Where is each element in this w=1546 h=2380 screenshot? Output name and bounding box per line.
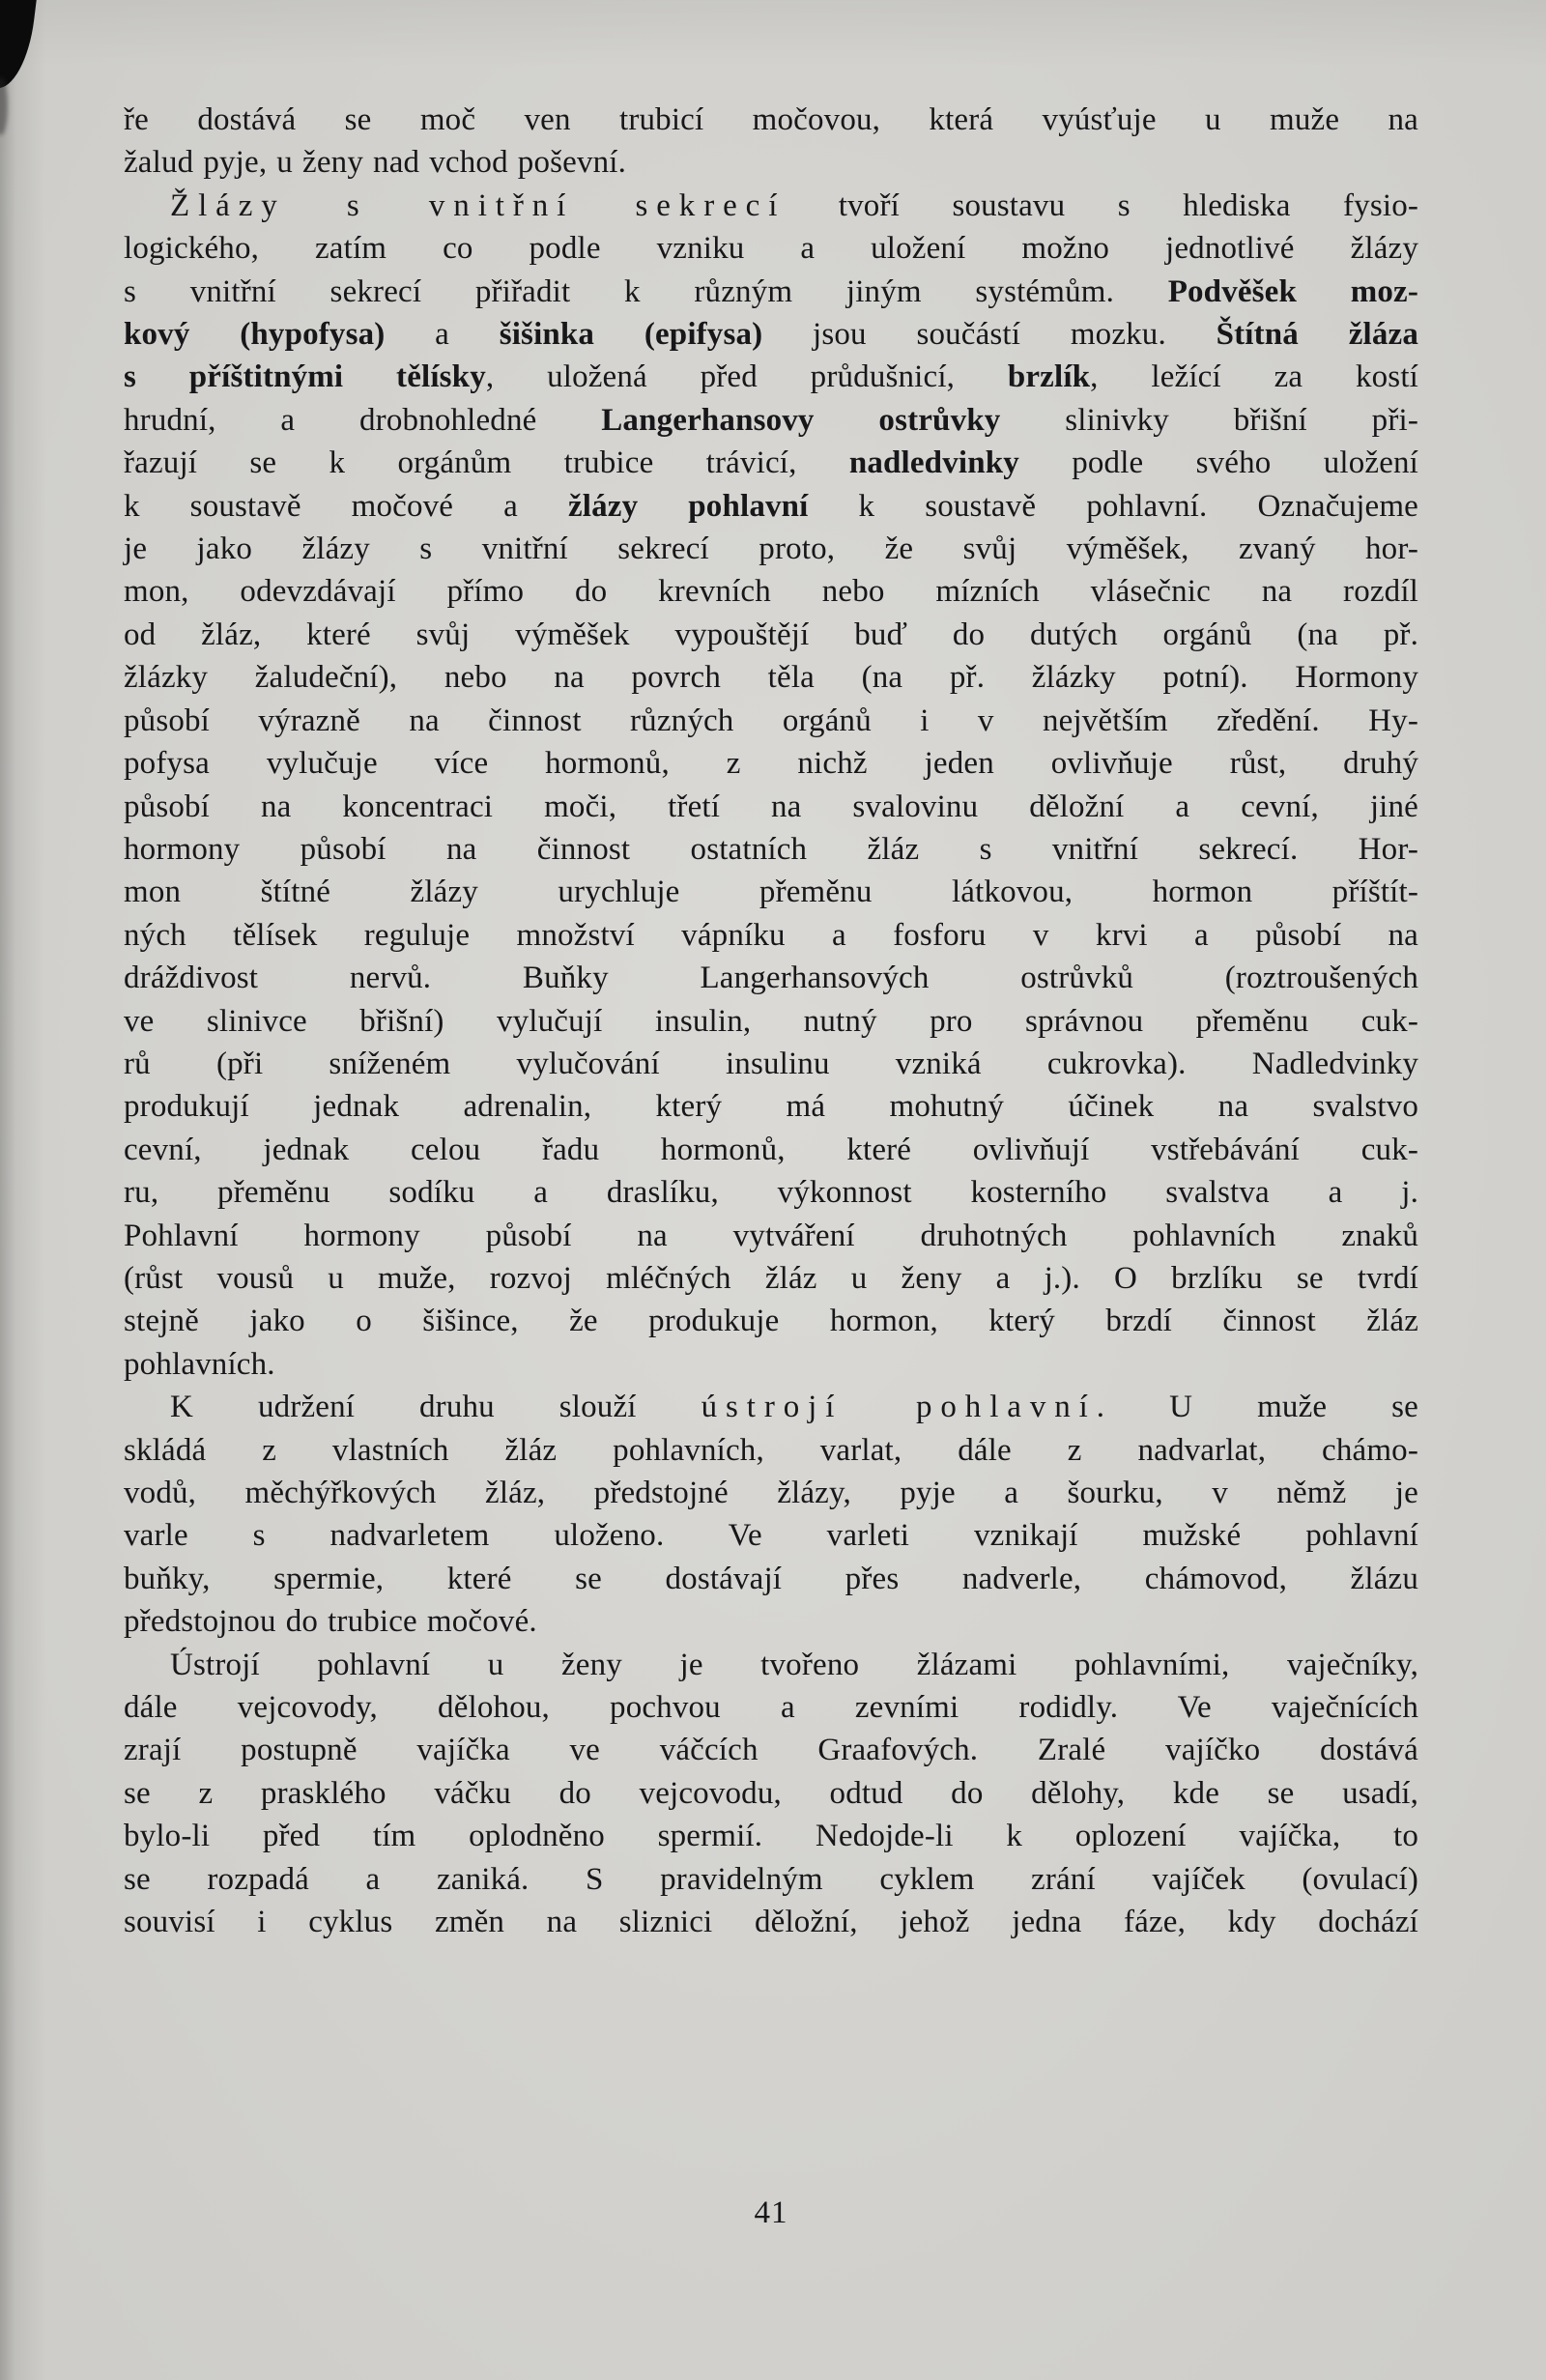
body-text: ných tělísek reguluje množství vápníku a fosforu v krvi a působí na <box>124 917 1418 953</box>
bold-term: brzlík <box>1007 359 1091 395</box>
body-text: mon, odevzdávají přímo do krevních nebo mízních vlásečnic na rozdíl <box>124 574 1418 610</box>
body-text: bylo-li před tím oplodněno spermií. Nedojde-li k oplození vajíčka, to <box>124 1819 1418 1854</box>
body-text: žlázky žaludeční), nebo na povrch těla (na př. žlázky potní). Hormony <box>124 660 1418 696</box>
body-text: hormony působí na činnost ostatních žláz s vnitřní sekrecí. Hor- <box>124 831 1418 867</box>
text-line <box>124 1815 1418 1857</box>
text-line <box>124 528 1418 570</box>
text-line <box>124 1386 1418 1428</box>
bold-term: Podvěšek moz- <box>1167 273 1418 309</box>
body-text: , uložená před průdušnicí, <box>485 359 1008 395</box>
text-line <box>124 399 1418 442</box>
text-line <box>124 570 1418 613</box>
body-text: rů (při sníženém vylučování insulinu vzniká cukrovka). Nadledvinky <box>124 1046 1418 1081</box>
text-line <box>124 141 1418 184</box>
body-text: vodů, měchýřkových žláz, předstojné žlázy, pyje a šourku, v němž je <box>124 1476 1418 1510</box>
text-line <box>124 914 1418 957</box>
text-line <box>124 1858 1418 1901</box>
text-line <box>124 356 1418 398</box>
body-text: je jako žlázy s vnitřní sekrecí proto, že svůj výměšek, zvaný hor- <box>124 531 1418 567</box>
body-text: , ležící za kostí <box>1090 359 1418 395</box>
body-text: žalud pyje, u ženy nad vchod poševní. <box>124 145 627 181</box>
body-text: s vnitřní sekrecí přiřadit k různým jiným systémům. <box>124 273 1168 309</box>
body-text: ře dostává se moč ven trubicí močovou, která vyúsťuje u muže na <box>124 102 1418 137</box>
text-line <box>124 185 1418 227</box>
text-line <box>124 828 1418 871</box>
body-text: k soustavě pohlavní. Označujeme <box>808 488 1418 524</box>
bold-term: s příštitnými tělísky <box>124 359 486 395</box>
body-text: (růst vousů u muže, rozvoj mléčných žláz u ženy a j.). O brzlíku se tvrdí <box>124 1260 1418 1296</box>
bold-term: žlázy pohlavní <box>567 488 809 524</box>
body-text: k soustavě močové a <box>124 488 568 524</box>
body-text: K udržení druhu slouží <box>170 1390 701 1425</box>
text-line <box>124 1429 1418 1472</box>
body-text: zrají postupně vajíčka ve váčcích Graafových. Zralé vajíčko dostává <box>124 1733 1418 1768</box>
body-text: dále vejcovody, dělohou, pochvou a zevními rodidly. Ve vaječnících <box>124 1690 1418 1726</box>
body-text: pofysa vylučuje více hormonů, z nichž jeden ovlivňuje růst, druhý <box>124 746 1418 782</box>
body-text: jsou součástí mozku. <box>762 317 1217 353</box>
body-text: ru, přeměnu sodíku a draslíku, výkonnost kosterního svalstva a j. <box>124 1175 1418 1211</box>
body-text: slinivky břišní při- <box>1000 402 1418 438</box>
body-text: mon štítné žlázy urychluje přeměnu látkovou, hormon příštít- <box>124 875 1418 910</box>
text-line <box>124 1772 1418 1815</box>
body-text: skládá z vlastních žláz pohlavních, varlat, dále z nadvarlat, chámo- <box>124 1432 1418 1468</box>
body-text: řazují se k orgánům trubice trávicí, <box>124 445 849 481</box>
body-text: pohlavních. <box>124 1346 275 1382</box>
body-text: se rozpadá a zaniká. S pravidelným cyklem zrání vajíček (ovulací) <box>124 1861 1418 1897</box>
text-line <box>124 656 1418 699</box>
bold-term: Langerhansovy ostrůvky <box>601 402 1001 438</box>
text-line <box>124 1472 1418 1514</box>
page-number: 41 <box>754 2195 788 2230</box>
text-line <box>124 1644 1418 1686</box>
text-line <box>124 1300 1418 1342</box>
text-line <box>124 1600 1418 1643</box>
body-text: předstojnou do trubice močové. <box>124 1604 537 1640</box>
text-line <box>124 1129 1418 1171</box>
text-line <box>124 700 1418 742</box>
text-line <box>124 485 1418 528</box>
body-text: produkují jednak adrenalin, který má mohutný účinek na svalstvo <box>124 1089 1418 1125</box>
body-text: souvisí i cyklus změn na sliznici děložní, jehož jedna fáze, kdy dochází <box>124 1905 1418 1940</box>
scan-smudge-icon <box>0 77 8 135</box>
body-text: působí na koncentraci moči, třetí na svalovinu děložní a cevní, jiné <box>124 789 1418 824</box>
body-text: buňky, spermie, které se dostávají přes nadverle, chámovod, žlázu <box>124 1561 1418 1596</box>
text-line <box>124 786 1418 828</box>
text-line <box>124 1729 1418 1771</box>
text-line <box>124 1686 1418 1729</box>
body-text: cevní, jednak celou řadu hormonů, které ovlivňují vstřebávání cuk- <box>124 1132 1418 1167</box>
bold-term: Štítná žláza <box>1216 317 1418 353</box>
text-line <box>124 442 1418 484</box>
body-text: ve slinivce břišní) vylučují insulin, nutný pro správnou přeměnu cuk- <box>124 1003 1418 1039</box>
letterspaced-term: Žlázy s vnitřní sekrecí <box>170 187 787 223</box>
text-line <box>124 99 1418 141</box>
text-line <box>124 271 1418 313</box>
page-text <box>124 99 1418 1943</box>
text-line <box>124 1171 1418 1214</box>
text-line <box>124 1514 1418 1557</box>
text-line <box>124 1901 1418 1943</box>
body-text: podle svého uložení <box>1018 445 1419 481</box>
bold-term: šišinka (epifysa) <box>499 317 763 353</box>
text-line <box>124 1257 1418 1300</box>
body-text: tvoří soustavu s hlediska fysio- <box>786 187 1419 223</box>
body-text: stejně jako o šišince, že produkuje hormon, který brzdí činnost žláz <box>124 1304 1418 1339</box>
text-line <box>124 1000 1418 1043</box>
body-text: hrudní, a drobnohledné <box>124 402 602 438</box>
text-line <box>124 957 1418 999</box>
text-line <box>124 742 1418 785</box>
body-text: se z prasklého váčku do vejcovodu, odtud do dělohy, kde se usadí, <box>124 1775 1418 1811</box>
body-text: Ústrojí pohlavní u ženy je tvořeno žlázami pohlavními, vaječníky, <box>170 1647 1418 1682</box>
text-line <box>124 871 1418 913</box>
text-line <box>124 1085 1418 1128</box>
body-text: logického, zatím co podle vzniku a uložení možno jednotlivé žlázy <box>124 231 1418 267</box>
text-line <box>124 614 1418 656</box>
body-text: a <box>385 317 500 353</box>
body-text: . U muže se <box>1096 1390 1418 1425</box>
text-line <box>124 1215 1418 1257</box>
body-text: varle s nadvarletem uloženo. Ve varleti vznikají mužské pohlavní <box>124 1518 1418 1554</box>
scan-artifact-icon <box>0 0 40 92</box>
body-text: Pohlavní hormony působí na vytváření druhotných pohlavních znaků <box>124 1218 1418 1253</box>
text-line <box>124 1343 1418 1386</box>
text-line <box>124 1043 1418 1085</box>
bold-term: kový (hypofysa) <box>124 317 386 353</box>
bold-term: nadledvinky <box>848 445 1019 481</box>
body-text: od žláz, které svůj výměšek vypouštějí buď do dutých orgánů (na př. <box>124 617 1418 652</box>
text-line <box>124 227 1418 270</box>
body-text: dráždivost nervů. Buňky Langerhansových ostrůvků (roztroušených <box>124 961 1418 996</box>
body-text: působí výrazně na činnost různých orgánů i v největším zředění. Hy- <box>124 703 1418 738</box>
text-line <box>124 1558 1418 1600</box>
letterspaced-term: ústrojí pohlavní <box>701 1390 1097 1425</box>
text-line <box>124 313 1418 356</box>
